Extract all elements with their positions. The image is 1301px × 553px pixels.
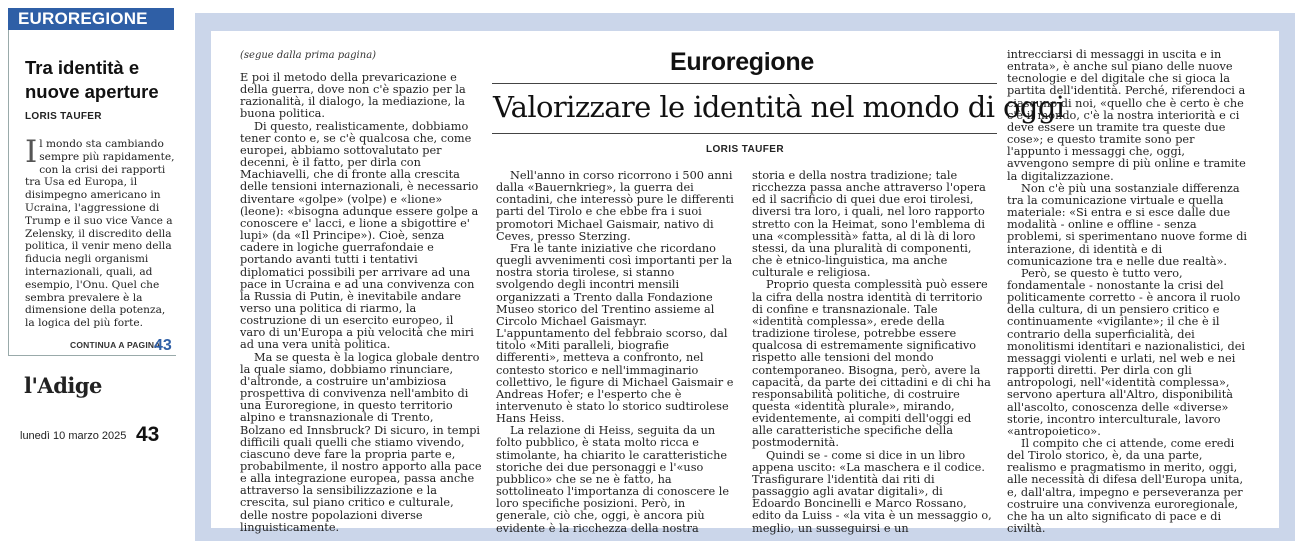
teaser-text bbox=[25, 134, 175, 330]
article-kicker: Euroregione bbox=[670, 48, 814, 76]
paragraph: storia e della nostra tradizione; tale ricchezza passa anche attraverso l'opera ed il sacrificio di quei due eroi tirolesi, diversi tra loro, i quali, nel loro rapporto stretto con la Heimat, sono l'emblema di una «complessità» fatta, al di là di loro stessi, da una pluralità di componenti, che è etnico-linguistica, ma anche culturale e religiosa. bbox=[752, 169, 986, 280]
paragraph: intrecciarsi di messaggi in uscita e in entrata», è anche sul piano delle nuove tecnologie e del digitale che si gioca la partita dell'identità. Perché, riferendoci a ciascuno di noi, «quello che è certo è che c'è il mondo, c'è la nostra interiorità e ci deve essere un tramite tra queste due cose»; e questo tramite sono per l'appunto i messaggi che, oggi, avvengono sempre di più online e tramite la digitalizzazione. bbox=[1007, 48, 1246, 183]
paragraph: La relazione di Heiss, seguita da un folto pubblico, è stata molto ricca e stimolante, ha chiarito le caratteristiche storiche dei due personaggi e l'«uso pubblico» che se ne è fatto, ha sottolineato l'importanza di conoscere le loro specifiche posizioni. Però, in generale, ciò che, oggi, è ancora più evidente è la ricchezza della nostra bbox=[496, 424, 730, 535]
article-headline: Valorizzare le identità nel mondo di oggi bbox=[493, 90, 1065, 124]
drop-cap: I bbox=[25, 134, 38, 170]
article-column-2 bbox=[496, 170, 734, 535]
paragraph: Proprio questa complessità può essere la cifra della nostra identità di territorio di confine e transnazionale. Tale «identità complessa», erede della tradizione tirolese, potrebbe essere qualcosa di estremamente significativo rispetto alle tensioni del mondo contemporaneo. Bisogna, però, avere la capacità, da parte dei cittadini e di chi ha responsabilità politiche, di costruire questa «identità plurale», mirando, evidentemente, ai compiti dell'oggi ed alle caratteristiche specifiche della postmodernità. bbox=[752, 278, 991, 450]
kicker-rule bbox=[492, 83, 997, 84]
continue-label: CONTINUA A PAGINA bbox=[70, 340, 161, 350]
paragraph: Ma se questa è la logica globale dentro la quale siamo, dobbiamo rinunciare, d'altronde, a costruire un'ambiziosa prospettiva di convivenza nell'ambito di una Euroregione, in questo territorio alpino e transnazionale di Trento, Bolzano ed Innsbruck? Di sicuro, in tempi difficili quali quelli che stiamo vivendo, ciascuno deve fare la propria parte e, probabilmente, il nostro apporto alla pace e alla integrazione europea, passa anche attraverso la sensibilizzazione e la crescita, sul piano critico e culturale, delle nostre popolazioni diverse linguisticamente. bbox=[240, 350, 482, 534]
front-teaser bbox=[0, 0, 185, 553]
paragraph: Però, se questo è tutto vero, fondamentale - nonostante la crisi del politicamente corretto - è ancora il ruolo della cultura, di un pensiero critico e continuamente «vigilante»; il che è il contrario della superficialità, dei monolitismi identitari e nazionalistici, dei messaggi violenti e urlati, nel web e nei rapporti diretti. Per dirla con gli antropologi, nell'«identità complessa», servono apertura all'Altro, disponibilità all'ascolto, conoscenza delle «diverse» storie, incontro interculturale, lavoro «antropoietico». bbox=[1007, 266, 1246, 438]
paragraph: Non c'è più una sostanziale differenza tra la comunicazione virtuale e quella materiale: «Si entra e si esce dalle due modalità - online e offline - senza problemi, si sperimentano nuove forme di interazione, di identità e di comunicazione tra e nelle due realtà». bbox=[1007, 181, 1248, 268]
teaser-body: l mondo sta cambiando sempre più rapidamente, con la crisi dei rapporti tra Usa ed Europa, il disimpegno americano in Ucraina, l'aggressione di Trump e il suo vice Vance a Zelensky, il discredito della politica, il venir meno della fiducia negli organismi internazionali, quali, ad esempio, l'Onu. Quel che sembra prevalere è la dimensione della potenza, la logica del più forte. bbox=[25, 138, 175, 330]
article-column-4 bbox=[1007, 49, 1249, 535]
paragraph: E poi il metodo della prevaricazione e della guerra, dove non c'è spazio per la razionalità, il dialogo, la mediazione, la buona politica. bbox=[240, 71, 466, 121]
article-byline: LORIS TAUFER bbox=[706, 144, 784, 155]
paragraph: Il compito che ci attende, come eredi del Tirolo storico, è, da una parte, realismo e pragmatismo in merito, oggi, alle necessità di difesa dell'Europa unita, e, dall'altra, impegno e perseveranza per costruire una convivenza euroregionale, che ha un alto significato di pace e di civiltà. bbox=[1007, 437, 1244, 536]
headline-rule bbox=[492, 133, 997, 134]
article-column-3 bbox=[752, 170, 992, 535]
issue-date: lunedì 10 marzo 2025 bbox=[20, 430, 127, 442]
continued-note: (segue dalla prima pagina) bbox=[240, 50, 377, 61]
page-number: 43 bbox=[136, 423, 160, 446]
paragraph: Quindi se - come si dice in un libro appena uscito: «La maschera e il codice. Trasfigurare l'identità dai riti di passaggio agli avatar digitali», di Edoardo Boncinelli e Marco Rossano, edito da Luiss - «la vita è un messaggio o, meglio, un susseguirsi e un bbox=[752, 448, 992, 535]
paragraph: Fra le tante iniziative che ricordano quegli avvenimenti così importanti per la nostra storia tirolese, si stanno svolgendo degli incontri mensili organizzati a Trento dalla Fondazione Museo storico del Trentino assieme al Circolo Michael Gaismayr. L'appuntamento del febbraio scorso, dal titolo «Miti paralleli, biografie differenti», metteva a confronto, nel contesto storico e nell'immaginario collettivo, le figure di Michael Gaismair e Andreas Hofer; e l'esperto che è intervenuto è stato lo storico sudtirolese Hans Heiss. bbox=[496, 241, 734, 426]
newspaper-logo: l'Adige bbox=[24, 373, 102, 398]
teaser-title: Tra identità e nuove aperture bbox=[25, 57, 159, 102]
section-tag: EUROREGIONE bbox=[8, 8, 174, 30]
continue-page-number[interactable]: 43 bbox=[154, 337, 172, 354]
teaser-author: LORIS TAUFER bbox=[25, 111, 102, 122]
paragraph: Di questo, realisticamente, dobbiamo tener conto e, se c'è qualcosa che, come europei, abbiamo sottovalutato per decenni, è il fatto, per dirla con Machiavelli, che di fronte alla crescita delle tensioni internazionali, è necessario diventare «golpe» (volpe) e «lione» (leone): «bisogna adunque essere golpe a conoscere e' lacci, e lione a sbigottire e' lupi» (da «Il Principe»). Cioè, senza cadere in logiche guerrafondaie e portando avanti tutti i tentativi diplomatici possibili per arrivare ad una pace in Ucraina e ad una convivenza con la Russia di Putin, è inevitabile andare verso una politica di riarmo, la costruzione di un esercito europeo, il varo di un'Europa a più velocità che miri ad una vera unità politica. bbox=[240, 119, 479, 352]
article-column-1 bbox=[240, 72, 482, 534]
paragraph: Nell'anno in corso ricorrono i 500 anni dalla «Bauernkrieg», la guerra dei contadini, che interessò pure le differenti parti del Tirolo e che ebbe fra i suoi promotori Michael Gaismair, nativo di Ceves, presso Sterzing. bbox=[496, 169, 734, 243]
